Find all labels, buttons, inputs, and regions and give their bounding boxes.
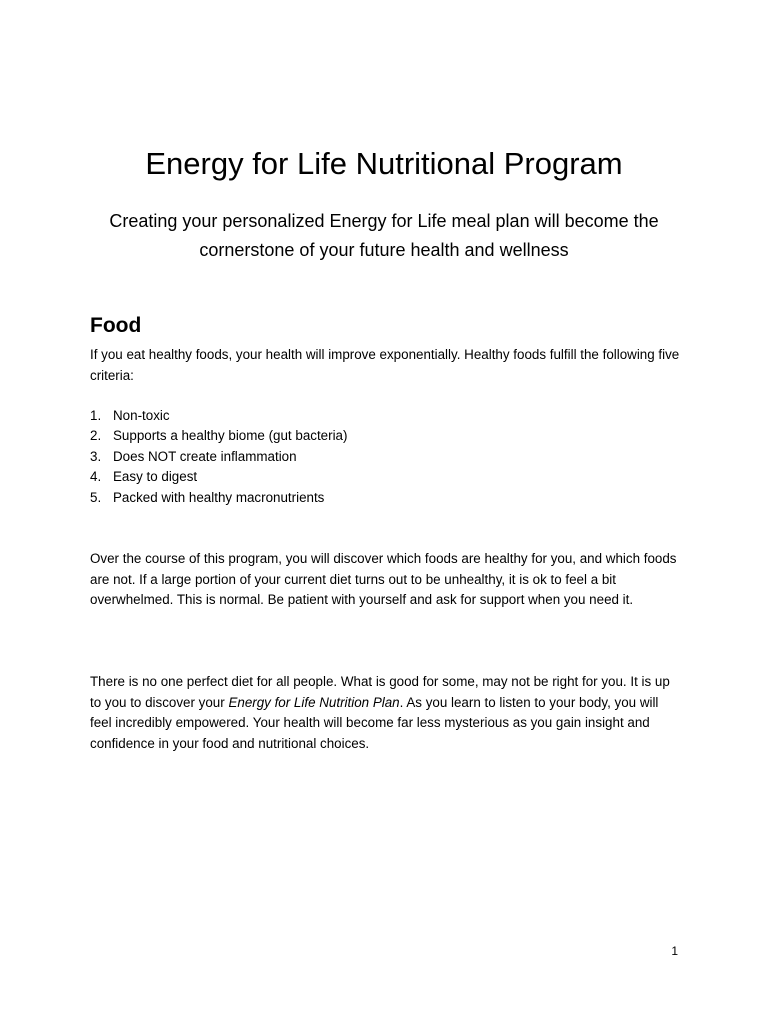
diet-paragraph-text-before: There is no one perfect diet for all people. What is good for some, may not be right for you. It is up to you to discover your <box>90 674 670 710</box>
list-number: 2. <box>90 428 102 444</box>
list-number: 4. <box>90 469 102 485</box>
page-subtitle: Creating your personalized Energy for Life meal plan will become the cornerstone of your future health and wellness <box>109 211 659 260</box>
page-number: 1 <box>671 944 678 958</box>
program-paragraph: Over the course of this program, you will discover which foods are healthy for you, and which foods are not. If a large portion of your current diet turns out to be unhealthy, it is ok to feel a bit overwhelmed. This is normal. Be patient with yourself and ask for support when you need it. <box>90 551 677 607</box>
list-item-text: Easy to digest <box>113 469 198 485</box>
list-item <box>90 488 347 508</box>
intro-paragraph: If you eat healthy foods, your health will improve exponentially. Healthy foods fulfill the following five criteria: <box>90 347 680 383</box>
list-item-text: Supports a healthy biome (gut bacteria) <box>113 428 348 444</box>
list-item <box>90 406 347 426</box>
list-number: 1. <box>90 408 102 423</box>
diet-paragraph-text-after: . As you learn to listen to your body, you will feel incredibly empowered. Your health will become far less mysterious as you gain insight and confidence in your food and nutritional choices. <box>90 694 659 751</box>
list-item <box>90 447 347 467</box>
list-item-text: Packed with healthy macronutrients <box>113 489 325 505</box>
diet-paragraph <box>90 672 682 754</box>
plan-name-emphasis: Energy for Life Nutrition Plan <box>228 694 400 710</box>
list-number: 5. <box>90 489 102 505</box>
criteria-list <box>90 406 347 508</box>
page-title: Energy for Life Nutritional Program <box>145 146 623 181</box>
list-item-text: Non-toxic <box>113 408 170 423</box>
list-item-text: Does NOT create inflammation <box>113 448 297 464</box>
list-item <box>90 426 347 446</box>
list-number: 3. <box>90 448 102 464</box>
section-heading: Food <box>90 314 142 337</box>
list-item <box>90 467 347 487</box>
